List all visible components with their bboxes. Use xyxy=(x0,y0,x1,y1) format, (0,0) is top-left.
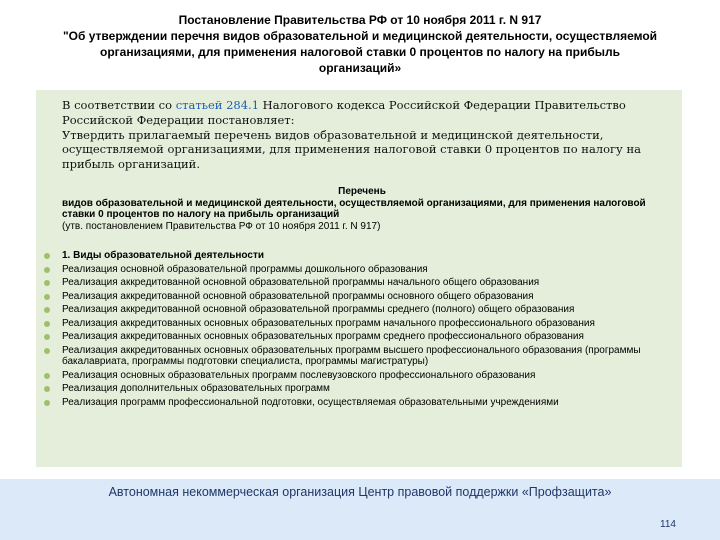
footer-organization: Автономная некоммерческая организация Центр правовой поддержки «Профзащита» xyxy=(108,485,612,499)
list-item-text: 1. Виды образовательной деятельности xyxy=(62,250,264,261)
bullet-icon xyxy=(44,267,50,273)
list-header xyxy=(62,186,662,232)
title-line-2: "Об утверждении перечня видов образовательной и медицинской деятельности, осуществляемой xyxy=(62,29,658,43)
list-item xyxy=(44,331,674,343)
intro-paragraph-1 xyxy=(62,98,672,128)
bullet-icon xyxy=(44,334,50,340)
article-link[interactable]: статьей 284.1 xyxy=(175,98,260,112)
list-item-text: Реализация основной образовательной программы дошкольного образования xyxy=(62,263,428,275)
bullet-icon xyxy=(44,400,50,406)
list-item xyxy=(44,370,674,382)
intro-text xyxy=(62,98,672,172)
bullet-icon xyxy=(44,348,50,354)
list-item xyxy=(44,264,674,276)
intro-text-before-link: В соответствии со xyxy=(62,98,176,112)
list-heading: Перечень xyxy=(338,186,386,197)
list-item-text: Реализация аккредитованных основных образовательных программ среднего профессионального образования xyxy=(62,331,584,342)
list-approved-note: (утв. постановлением Правительства РФ от 10 ноября 2011 г. N 917) xyxy=(62,220,381,232)
list-item-text: Реализация аккредитованной основной образовательной программы среднего (полного) общего образования xyxy=(62,304,575,315)
document-title xyxy=(20,12,700,76)
list-item xyxy=(44,291,674,303)
bullet-icon xyxy=(44,280,50,286)
list-item xyxy=(44,345,674,368)
list-subheading: видов образовательной и медицинской деятельности, осуществляемой организациями, для применения налоговой ставки 0 процентов по налогу на прибыль организаций xyxy=(62,197,646,220)
list-item-text: Реализация основных образовательных программ послевузовского профессионального образования xyxy=(62,369,536,381)
bullet-icon xyxy=(44,253,50,259)
list-item-text: Реализация аккредитованных основных образовательных программ начального профессионального образования xyxy=(62,317,595,329)
list-item xyxy=(44,397,674,409)
title-line-4: организаций» xyxy=(318,61,402,75)
list-item xyxy=(44,304,674,316)
list-item xyxy=(44,250,674,262)
intro-paragraph-2: Утвердить прилагаемый перечень видов образовательной и медицинской деятельности, осуществляемой организациями, для применения налоговой ставки 0 процентов по налогу на прибыль организаций. xyxy=(62,127,641,172)
intro-text-after-link: Налогового кодекса Российской Федерации Правительство Российской Федерации постановляет: xyxy=(62,98,626,127)
page-number: 114 xyxy=(660,519,676,530)
bullet-icon xyxy=(44,294,50,300)
list-item-text: Реализация аккредитованной основной образовательной программы основного общего образования xyxy=(62,290,534,302)
bullet-icon xyxy=(44,373,50,379)
title-line-3: организациями, для применения налоговой ставки 0 процентов по налогу на прибыль xyxy=(99,45,621,59)
list-item xyxy=(44,383,674,395)
activity-list xyxy=(44,250,674,410)
bullet-icon xyxy=(44,307,50,313)
bullet-icon xyxy=(44,386,50,392)
list-item-text: Реализация аккредитованной основной образовательной программы начального общего образования xyxy=(62,277,540,288)
list-item-text: Реализация аккредитованных основных образовательных программ высшего профессионального образования (программы бакалавриата, программы подготовки специалиста, программы магистратуры) xyxy=(62,344,641,367)
list-item xyxy=(44,318,674,330)
list-item-text: Реализация дополнительных образовательных программ xyxy=(62,383,330,394)
list-item-text: Реализация программ профессиональной подготовки, осуществляемая образовательными учреждениями xyxy=(62,396,559,408)
footer-bar xyxy=(0,479,720,540)
list-item xyxy=(44,277,674,289)
title-line-1: Постановление Правительства РФ от 10 ноября 2011 г. N 917 xyxy=(178,13,542,27)
bullet-icon xyxy=(44,321,50,327)
